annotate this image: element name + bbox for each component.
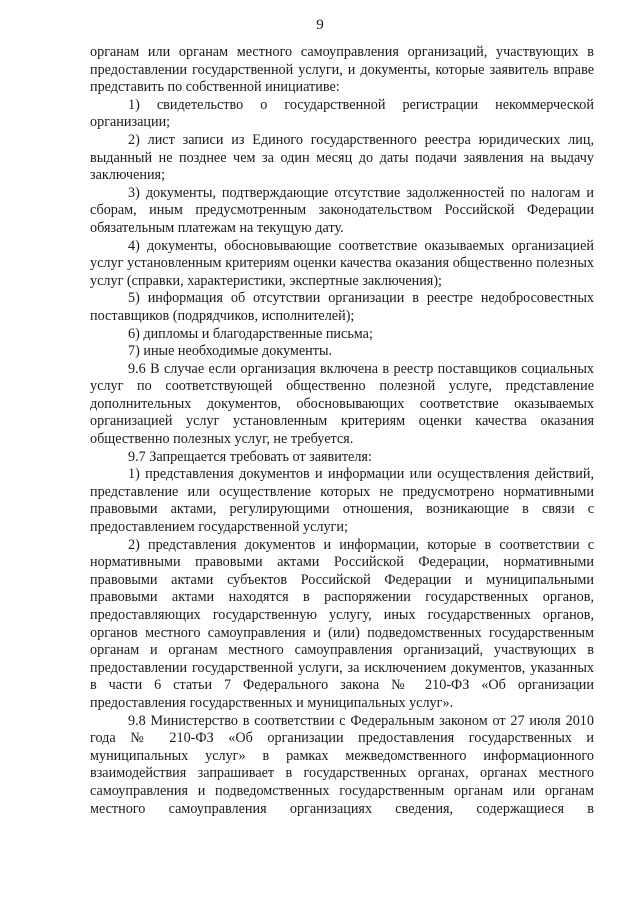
document-body <box>90 44 594 818</box>
paragraph: 4) документы, обосновывающие соответствие оказываемых организацией услуг установленным критериям оценки качества оказания общественно полезных услуг (справки, характеристики, экспертные заключения); <box>90 237 594 289</box>
paragraph: органам или органам местного самоуправления организаций, участвующих в предоставлении государственной услуги, и документы, которые заявитель вправе представить по собственной инициативе: <box>90 44 594 96</box>
paragraph: 3) документы, подтверждающие отсутствие задолженностей по налогам и сборам, иным предусмотренным законодательством Российской Федерации обязательным платежам на текущую дату. <box>90 184 594 236</box>
paragraph: 1) свидетельство о государственной регистрации некоммерческой организации; <box>90 96 594 131</box>
paragraph: 7) иные необходимые документы. <box>128 343 333 360</box>
paragraph: 1) представления документов и информации или осуществления действий, представление или осуществление которых не предусмотрено нормативными правовыми актами, регулирующими отношения, возникающие в связи с предоставлением государственной услуги; <box>90 466 594 536</box>
page-number: 9 <box>316 17 324 33</box>
paragraph: 9.7 Запрещается требовать от заявителя: <box>128 448 372 465</box>
paragraph: 2) лист записи из Единого государственного реестра юридических лиц, выданный не позднее чем за один месяц до даты подачи заявления на выдачу заключения; <box>90 131 594 184</box>
paragraph: 9.8 Министерство в соответствии с Федеральным законом от 27 июля 2010 года № 210-ФЗ «Об организации предоставления государственных и муниципальных услуг» в рамках межведомственного информационного взаимодействия запрашивает в государственных органах, органах местного самоуправления и подведомственных государственным органам или органам местного самоуправления организациях сведения, содержащиеся в <box>90 712 594 817</box>
paragraph: 9.6 В случае если организация включена в реестр поставщиков социальных услуг по соответствующей общественно полезной услуге, представление дополнительных документов, обосновывающих соответствие оказываемых организацией услуг установленным критериям оценки качества оказания общественно полезных услуг, не требуется. <box>90 360 594 448</box>
paragraph: 2) представления документов и информации, которые в соответствии с нормативными правовыми актами Российской Федерации, нормативными правовыми актами субъектов Российской Федерации и муниципальными правовыми актами находятся в распоряжении государственных органов, предоставляющих государственную услугу, иных государственных органов, органов местного самоуправления и (или) подведомственных государственным органам и органам местного самоуправления организаций, участвующих в предоставлении государственной услуги, за исключением документов, указанных в части 6 статьи 7 Федерального закона № 210-ФЗ «Об организации предоставления государственных и муниципальных услуг». <box>90 536 594 711</box>
paragraph: 5) информация об отсутствии организации в реестре недобросовестных поставщиков (подрядчиков, исполнителей); <box>90 290 594 324</box>
paragraph: 6) дипломы и благодарственные письма; <box>128 325 373 342</box>
